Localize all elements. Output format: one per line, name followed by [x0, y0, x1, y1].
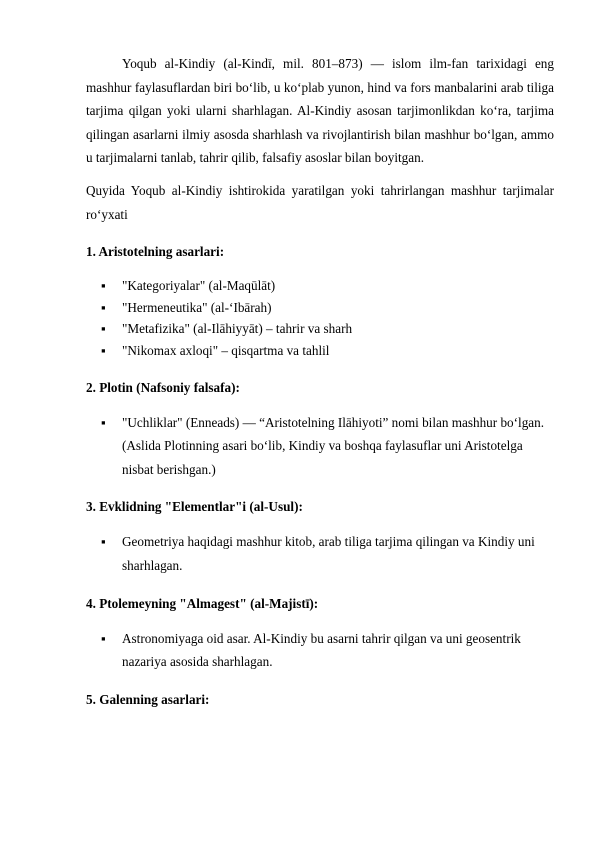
section-heading-galen: 5. Galenning asarlari:	[86, 691, 210, 707]
bullet-icon: ▪	[101, 630, 106, 646]
list-item-note: (Aslida Plotinning asari bo‘lib, Kindiy va boshqa faylasuflar uni Aristotelga nisbat berishgan.)	[122, 438, 523, 477]
bullet-icon: ▪	[101, 278, 106, 294]
bullet-icon: ▪	[101, 321, 106, 337]
bullet-icon: ▪	[101, 414, 106, 430]
bullet-icon: ▪	[101, 534, 106, 550]
list-item	[86, 297, 554, 319]
list-item-text: Astronomiyaga oid asar. Al-Kindiy bu asarni tahrir qilgan va uni geosentrik nazariya asosida sharhlagan.	[122, 630, 521, 670]
bullet-icon: ▪	[101, 299, 106, 315]
list-item-text: "Kategoriyalar" (al-Maqūlāt)	[122, 278, 276, 294]
intro-paragraph: Yoqub al-Kindiy (al-Kindī, mil. 801–873) — islom ilm-fan tarixidagi eng mashhur faylasuflardan biri bo‘lib, u ko‘plab yunon, hind va fors manbalarini arab tiliga tarjima qilgan yoki ularni sharhlagan. Al-Kindiy asosan tarjimonlikdan ko‘ra, tarjima qilingan asarlarni ilmiy asosda sharhlash va rivojlantirish bilan mashhur bo‘lgan, ammo u tarjimalarni tanlab, tahrir qilib, falsafiy asoslar bilan boyitgan.	[86, 56, 554, 166]
list-item-text: Geometriya haqidagi mashhur kitob, arab tiliga tarjima qilingan va Kindiy uni sharhlagan.	[122, 534, 535, 573]
list-intro-paragraph: Quyida Yoqub al-Kindiy ishtirokida yaratilgan yoki tahrirlangan mashhur tarjimalar ro‘yxati	[86, 182, 554, 222]
list-item	[86, 275, 554, 297]
list-item-text: "Hermeneutika" (al-‘Ibārah)	[122, 299, 272, 315]
section-heading-aristotle: 1. Aristotelning asarlari:	[86, 244, 225, 260]
list-item-text: "Metafizika" (al-Ilāhiyyāt) – tahrir va sharh	[122, 321, 353, 337]
euclid-works-list	[86, 530, 554, 577]
list-item	[86, 318, 554, 340]
section-heading-plotinus: 2. Plotin (Nafsoniy falsafa):	[86, 379, 240, 395]
list-item	[86, 627, 554, 674]
list-item-text: "Nikomax axloqi" – qisqartma va tahlil	[122, 342, 330, 358]
list-item-text: "Uchliklar" (Enneads) — “Aristotelning Ilāhiyoti” nomi bilan mashhur bo‘lgan.	[122, 414, 545, 430]
aristotle-works-list	[86, 275, 554, 361]
list-item	[86, 411, 554, 482]
list-item	[86, 340, 554, 362]
ptolemy-works-list	[86, 627, 554, 674]
section-heading-euclid: 3. Evklidning "Elementlar"i (al-Usul):	[86, 499, 303, 515]
section-heading-ptolemy: 4. Ptolemeyning "Almagest" (al-Majistī):	[86, 595, 319, 611]
plotinus-works-list	[86, 411, 554, 482]
bullet-icon: ▪	[101, 342, 106, 358]
list-item	[86, 530, 554, 577]
